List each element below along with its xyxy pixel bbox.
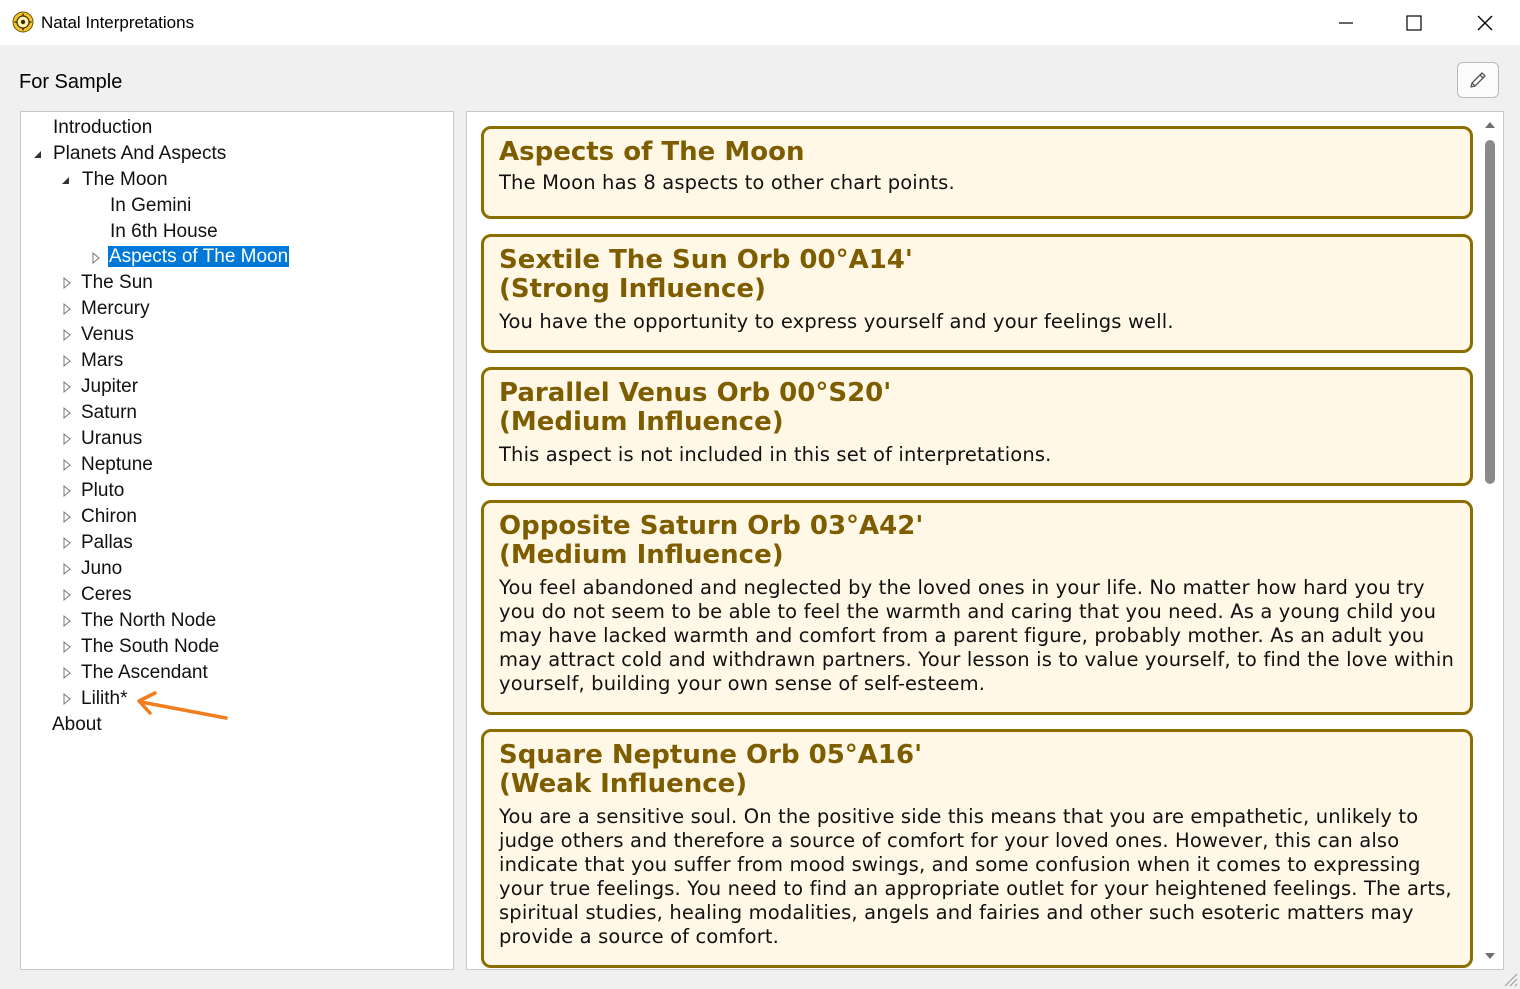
tree-item-chiron[interactable] xyxy=(80,505,138,529)
tree-item-introduction[interactable] xyxy=(52,116,153,140)
expand-toggle-icon[interactable] xyxy=(62,661,72,685)
tree-item-pallas[interactable] xyxy=(80,531,134,555)
tree-item-venus[interactable] xyxy=(80,323,135,347)
tree-item-label: In 6th House xyxy=(110,221,218,242)
expand-toggle-icon[interactable] xyxy=(62,505,72,529)
expand-toggle-icon[interactable] xyxy=(62,375,72,399)
card-text: You are a sensitive soul. On the positive side this means that you are empathetic, unlikely to judge others and therefore a source of comfort for your loved ones. However, this can also indicate that you suffer from mood swings, and some confusion when it comes to expressing your true feelings. You need to find an appropriate outlet for your heightened feelings. The arts, spiritual studies, healing modalities, angels and fairies and other such esoteric matters may provide a source of comfort. xyxy=(499,805,1452,948)
tree-item-planets-and-aspects[interactable] xyxy=(52,142,227,166)
expand-toggle-icon[interactable] xyxy=(62,687,72,711)
tree-item-label: In Gemini xyxy=(110,195,192,216)
collapse-toggle-icon[interactable] xyxy=(60,168,70,192)
tree-item-label: The South Node xyxy=(81,636,220,657)
tree-item-label: Venus xyxy=(81,324,134,345)
tree-item-pluto[interactable] xyxy=(80,479,125,503)
tree-item-the-moon[interactable] xyxy=(81,168,169,192)
sun-gear-icon xyxy=(12,11,34,33)
tree-item-label: Lilith* xyxy=(81,688,128,709)
vertical-scrollbar[interactable] xyxy=(1480,112,1500,967)
expand-toggle-icon[interactable] xyxy=(62,427,72,451)
tree-item-neptune[interactable] xyxy=(80,453,154,477)
interpretation-panel[interactable] xyxy=(466,111,1504,970)
card-parallel-venus xyxy=(481,367,1473,486)
tree-item-lilith[interactable] xyxy=(80,687,128,711)
tree-item-in-6th-house[interactable] xyxy=(109,220,219,244)
card-title: Aspects of The Moon xyxy=(499,137,805,167)
card-influence: (Weak Influence) xyxy=(499,769,748,799)
tree-item-saturn[interactable] xyxy=(80,401,138,425)
tree-item-ceres[interactable] xyxy=(80,583,133,607)
tree-item-the-ascendant[interactable] xyxy=(80,661,209,685)
card-title: Parallel Venus Orb 00°S20' xyxy=(499,378,892,408)
maximize-icon xyxy=(1406,15,1422,31)
card-title: Square Neptune Orb 05°A16' xyxy=(499,740,923,770)
resize-grip-icon[interactable] xyxy=(1500,969,1518,987)
tree-item-label: The Moon xyxy=(82,169,168,190)
tree-item-label: The Sun xyxy=(81,272,153,293)
edit-button[interactable] xyxy=(1457,62,1499,98)
maximize-button[interactable] xyxy=(1384,0,1444,45)
card-influence: (Strong Influence) xyxy=(499,274,766,304)
tree-item-label: Ceres xyxy=(81,584,132,605)
card-aspects-summary xyxy=(481,126,1473,219)
tree-item-label: Mars xyxy=(81,350,124,371)
expand-toggle-icon[interactable] xyxy=(62,349,72,373)
collapse-toggle-icon[interactable] xyxy=(32,142,42,166)
chart-name-label: For Sample xyxy=(19,71,123,93)
close-button[interactable] xyxy=(1455,0,1515,45)
tree-item-label: Chiron xyxy=(81,506,137,527)
tree-item-the-sun[interactable] xyxy=(80,271,154,295)
card-text: This aspect is not included in this set of interpretations. xyxy=(499,443,1052,466)
card-opposite-saturn xyxy=(481,500,1473,715)
expand-toggle-icon[interactable] xyxy=(62,583,72,607)
pencil-icon xyxy=(1467,69,1489,91)
tree-item-label: Saturn xyxy=(81,402,137,423)
tree-item-aspects-of-the-moon[interactable] xyxy=(108,245,289,269)
card-influence: (Medium Influence) xyxy=(499,540,784,570)
expand-toggle-icon[interactable] xyxy=(91,246,101,270)
card-title: Opposite Saturn Orb 03°A42' xyxy=(499,511,924,541)
tree-item-label: Neptune xyxy=(81,454,153,475)
tree-item-label: Uranus xyxy=(81,428,143,449)
window-title: Natal Interpretations xyxy=(41,13,195,32)
tree-item-uranus[interactable] xyxy=(80,427,143,451)
tree-item-label: Introduction xyxy=(53,117,153,138)
expand-toggle-icon[interactable] xyxy=(62,479,72,503)
tree-item-label: Jupiter xyxy=(81,376,139,397)
tree-item-label: Pluto xyxy=(81,480,125,501)
scroll-thumb[interactable] xyxy=(1485,140,1495,484)
expand-toggle-icon[interactable] xyxy=(62,609,72,633)
card-text: You have the opportunity to express yourself and your feelings well. xyxy=(499,310,1174,333)
tree-item-label: Juno xyxy=(81,558,123,579)
tree-item-label: The North Node xyxy=(81,610,217,631)
tree-item-about[interactable] xyxy=(51,713,103,737)
expand-toggle-icon[interactable] xyxy=(62,271,72,295)
tree-item-label: About xyxy=(52,714,102,735)
tree-item-label: Mercury xyxy=(81,298,150,319)
card-sextile-sun xyxy=(481,234,1473,353)
card-text: The Moon has 8 aspects to other chart points. xyxy=(499,171,955,194)
tree-item-juno[interactable] xyxy=(80,557,123,581)
close-icon xyxy=(1477,15,1493,31)
card-square-neptune xyxy=(481,729,1473,968)
title-bar xyxy=(0,0,1520,45)
expand-toggle-icon[interactable] xyxy=(62,635,72,659)
card-influence: (Medium Influence) xyxy=(499,407,784,437)
tree-item-label: Planets And Aspects xyxy=(53,143,227,164)
tree-item-the-north-node[interactable] xyxy=(80,609,217,633)
tree-item-mercury[interactable] xyxy=(80,297,151,321)
tree-item-jupiter[interactable] xyxy=(80,375,139,399)
expand-toggle-icon[interactable] xyxy=(62,557,72,581)
card-text: You feel abandoned and neglected by the loved ones in your life. No matter how hard you try you do not seem to be able to feel the warmth and caring that you need. As a young child you may have lacked warmth and comfort from a parent figure, probably mother. As an adult you may attract cold and withdrawn partners. Your lesson is to value yourself, to find the love within yourself, building your own sense of self-esteem. xyxy=(499,576,1454,695)
expand-toggle-icon[interactable] xyxy=(62,323,72,347)
expand-toggle-icon[interactable] xyxy=(62,297,72,321)
expand-toggle-icon[interactable] xyxy=(62,531,72,555)
expand-toggle-icon[interactable] xyxy=(62,453,72,477)
minimize-icon xyxy=(1338,15,1354,31)
minimize-button[interactable] xyxy=(1316,0,1376,45)
tree-item-label: The Ascendant xyxy=(81,662,208,683)
tree-item-label: Aspects of The Moon xyxy=(109,246,289,267)
tree-item-in-gemini[interactable] xyxy=(109,194,192,218)
annotation-arrow-icon xyxy=(133,690,233,726)
scroll-up-arrow-icon[interactable] xyxy=(1484,119,1496,131)
expand-toggle-icon[interactable] xyxy=(62,401,72,425)
tree-item-mars[interactable] xyxy=(80,349,124,373)
tree-item-the-south-node[interactable] xyxy=(80,635,220,659)
card-title: Sextile The Sun Orb 00°A14' xyxy=(499,245,913,275)
tree-item-label: Pallas xyxy=(81,532,133,553)
scroll-down-arrow-icon[interactable] xyxy=(1484,950,1496,962)
